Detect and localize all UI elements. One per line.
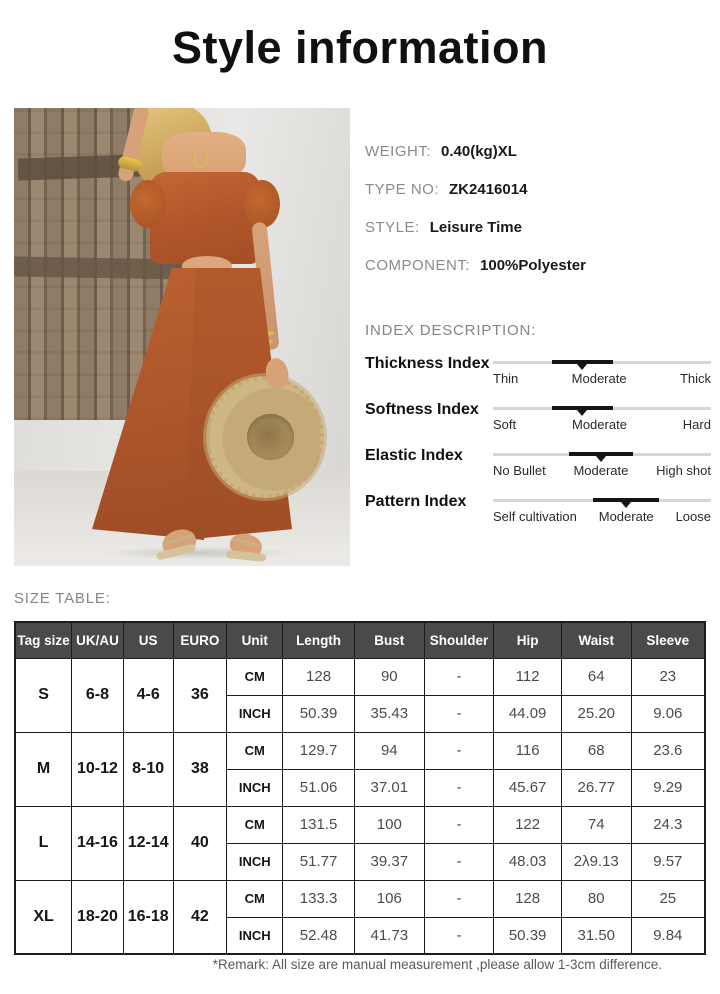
size-cell: 14-16: [72, 806, 124, 880]
measurement-cell: 26.77: [561, 769, 631, 806]
index-row: [365, 491, 711, 524]
measurement-cell: 51.06: [283, 769, 355, 806]
slider-level-label: Soft: [493, 417, 517, 432]
measurement-cell: 45.67: [494, 769, 562, 806]
size-table-column-header: EURO: [173, 622, 227, 658]
index-slider: [493, 491, 711, 524]
unit-cell: INCH: [227, 695, 283, 732]
slider-level-label: Thin: [493, 371, 519, 386]
slider-pointer-icon: [621, 502, 631, 508]
slider-level-labels: [493, 463, 711, 478]
measurement-cell: 50.39: [283, 695, 355, 732]
size-table: [14, 621, 706, 955]
puff-sleeve: [244, 180, 280, 228]
slider-pointer-icon: [577, 364, 587, 370]
jumpsuit-top: [150, 172, 260, 264]
measurement-cell: -: [424, 769, 494, 806]
size-cell: 6-8: [72, 658, 124, 732]
measurement-cell: 133.3: [283, 880, 355, 917]
index-description-heading: INDEX DESCRIPTION:: [365, 322, 537, 339]
size-table-column-header: Hip: [494, 622, 562, 658]
measurement-cell: 44.09: [494, 695, 562, 732]
measurement-cell: 122: [494, 806, 562, 843]
measurement-cell: 2λ9.13: [561, 843, 631, 880]
puff-sleeve: [130, 180, 166, 228]
measurement-cell: 106: [354, 880, 424, 917]
size-cell: 12-14: [123, 806, 173, 880]
measurement-cell: 94: [354, 732, 424, 769]
size-table-column-header: US: [123, 622, 173, 658]
slider-track: [493, 499, 711, 502]
measurement-cell: -: [424, 695, 494, 732]
measurement-cell: 25: [631, 880, 705, 917]
measurement-cell: 24.3: [631, 806, 705, 843]
slider-level-label: Thick: [679, 371, 711, 386]
measurement-cell: -: [424, 880, 494, 917]
size-table-row: [15, 880, 705, 917]
measurement-cell: 90: [354, 658, 424, 695]
size-table-column-header: Bust: [354, 622, 424, 658]
detail-value: 100%Polyester: [480, 257, 586, 274]
size-table-column-header: Shoulder: [424, 622, 494, 658]
size-cell: 40: [173, 806, 227, 880]
page-title: Style information: [171, 22, 549, 73]
measurement-cell: 131.5: [283, 806, 355, 843]
slider-track: [493, 361, 711, 364]
size-cell: 42: [173, 880, 227, 954]
slider-track: [493, 453, 711, 456]
measurement-cell: 128: [283, 658, 355, 695]
slider-level-label: Hard: [682, 417, 711, 432]
measurement-cell: 74: [561, 806, 631, 843]
measurement-cell: -: [424, 806, 494, 843]
index-name: Elastic Index: [365, 447, 463, 464]
product-photo: [14, 108, 350, 566]
slider-level-label: No Bullet: [493, 463, 546, 478]
size-cell: 38: [173, 732, 227, 806]
measurement-cell: 80: [561, 880, 631, 917]
measurement-cell: 129.7: [283, 732, 355, 769]
straw-hat-crown: [247, 414, 293, 460]
index-slider: [493, 445, 711, 478]
measurement-cell: 23.6: [631, 732, 705, 769]
size-cell: M: [15, 732, 72, 806]
index-name: Softness Index: [365, 401, 479, 418]
size-table-column-header: Tag size: [15, 622, 72, 658]
size-table-row: [15, 732, 705, 769]
detail-row: [365, 256, 711, 276]
detail-label: TYPE NO:: [365, 181, 440, 198]
size-table-row: [15, 658, 705, 695]
measurement-cell: 35.43: [354, 695, 424, 732]
unit-cell: INCH: [227, 917, 283, 954]
measurement-cell: 48.03: [494, 843, 562, 880]
measurement-cell: 68: [561, 732, 631, 769]
measurement-cell: 9.57: [631, 843, 705, 880]
measurement-cell: -: [424, 843, 494, 880]
measurement-cell: -: [424, 917, 494, 954]
size-cell: 18-20: [72, 880, 124, 954]
size-table-column-header: Sleeve: [631, 622, 705, 658]
index-list: [365, 353, 711, 524]
measurement-cell: 9.29: [631, 769, 705, 806]
index-name: Thickness Index: [365, 355, 490, 372]
measurement-cell: -: [424, 732, 494, 769]
index-row: [365, 353, 711, 386]
size-cell: S: [15, 658, 72, 732]
size-cell: 4-6: [123, 658, 173, 732]
detail-row: [365, 218, 711, 238]
size-table-section: [14, 590, 706, 955]
measurement-cell: 128: [494, 880, 562, 917]
slider-level-label: Moderate: [598, 509, 654, 524]
detail-row: [365, 180, 711, 200]
index-name: Pattern Index: [365, 493, 467, 510]
measurement-cell: 23: [631, 658, 705, 695]
slider-level-label: Loose: [675, 509, 711, 524]
measurement-cell: 41.73: [354, 917, 424, 954]
size-cell: XL: [15, 880, 72, 954]
unit-cell: CM: [227, 732, 283, 769]
measurement-cell: 64: [561, 658, 631, 695]
unit-cell: CM: [227, 880, 283, 917]
unit-cell: INCH: [227, 843, 283, 880]
size-table-column-header: Length: [283, 622, 355, 658]
slider-level-labels: [493, 417, 711, 432]
unit-cell: CM: [227, 658, 283, 695]
measurement-cell: -: [424, 658, 494, 695]
measurement-cell: 9.06: [631, 695, 705, 732]
size-table-column-header: UK/AU: [72, 622, 124, 658]
slider-level-label: High shot: [656, 463, 711, 478]
slider-level-label: Self cultivation: [493, 509, 577, 524]
product-details: [365, 142, 711, 294]
index-description-section: [365, 322, 711, 537]
slider-pointer-icon: [596, 456, 606, 462]
size-cell: 16-18: [123, 880, 173, 954]
size-cell: L: [15, 806, 72, 880]
size-table-row: [15, 806, 705, 843]
index-slider: [493, 353, 711, 386]
measurement-cell: 37.01: [354, 769, 424, 806]
size-cell: 10-12: [72, 732, 124, 806]
unit-cell: CM: [227, 806, 283, 843]
measurement-cell: 25.20: [561, 695, 631, 732]
measurement-cell: 9.84: [631, 917, 705, 954]
slider-level-label: Moderate: [573, 463, 629, 478]
slider-level-labels: [493, 371, 711, 386]
straw-hat: [206, 376, 324, 498]
unit-cell: INCH: [227, 769, 283, 806]
detail-value: Leisure Time: [429, 219, 522, 236]
detail-label: WEIGHT:: [365, 143, 431, 160]
index-slider: [493, 399, 711, 432]
measurement-cell: 52.48: [283, 917, 355, 954]
detail-label: STYLE:: [365, 219, 420, 236]
measurement-cell: 112: [494, 658, 562, 695]
slider-level-labels: [493, 509, 711, 524]
slider-level-label: Moderate: [572, 417, 627, 432]
size-table-column-header: Waist: [561, 622, 631, 658]
size-cell: 36: [173, 658, 227, 732]
index-row: [365, 445, 711, 478]
slider-level-label: Moderate: [571, 371, 627, 386]
measurement-cell: 50.39: [494, 917, 562, 954]
detail-label: COMPONENT:: [365, 257, 471, 274]
detail-value: ZK2416014: [449, 181, 528, 198]
measurement-cell: 100: [354, 806, 424, 843]
size-table-column-header: Unit: [227, 622, 283, 658]
size-table-header-row: [15, 622, 705, 658]
index-row: [365, 399, 711, 432]
measurement-cell: 51.77: [283, 843, 355, 880]
slider-pointer-icon: [577, 410, 587, 416]
detail-value: 0.40(kg)XL: [441, 143, 517, 160]
remark-text: *Remark: All size are manual measurement ,please allow 1-3cm difference.: [212, 957, 662, 972]
slider-track: [493, 407, 711, 410]
size-table-heading: SIZE TABLE:: [14, 590, 111, 607]
detail-row: [365, 142, 711, 162]
measurement-cell: 39.37: [354, 843, 424, 880]
necklace: [194, 152, 208, 168]
measurement-cell: 31.50: [561, 917, 631, 954]
size-cell: 8-10: [123, 732, 173, 806]
measurement-cell: 116: [494, 732, 562, 769]
